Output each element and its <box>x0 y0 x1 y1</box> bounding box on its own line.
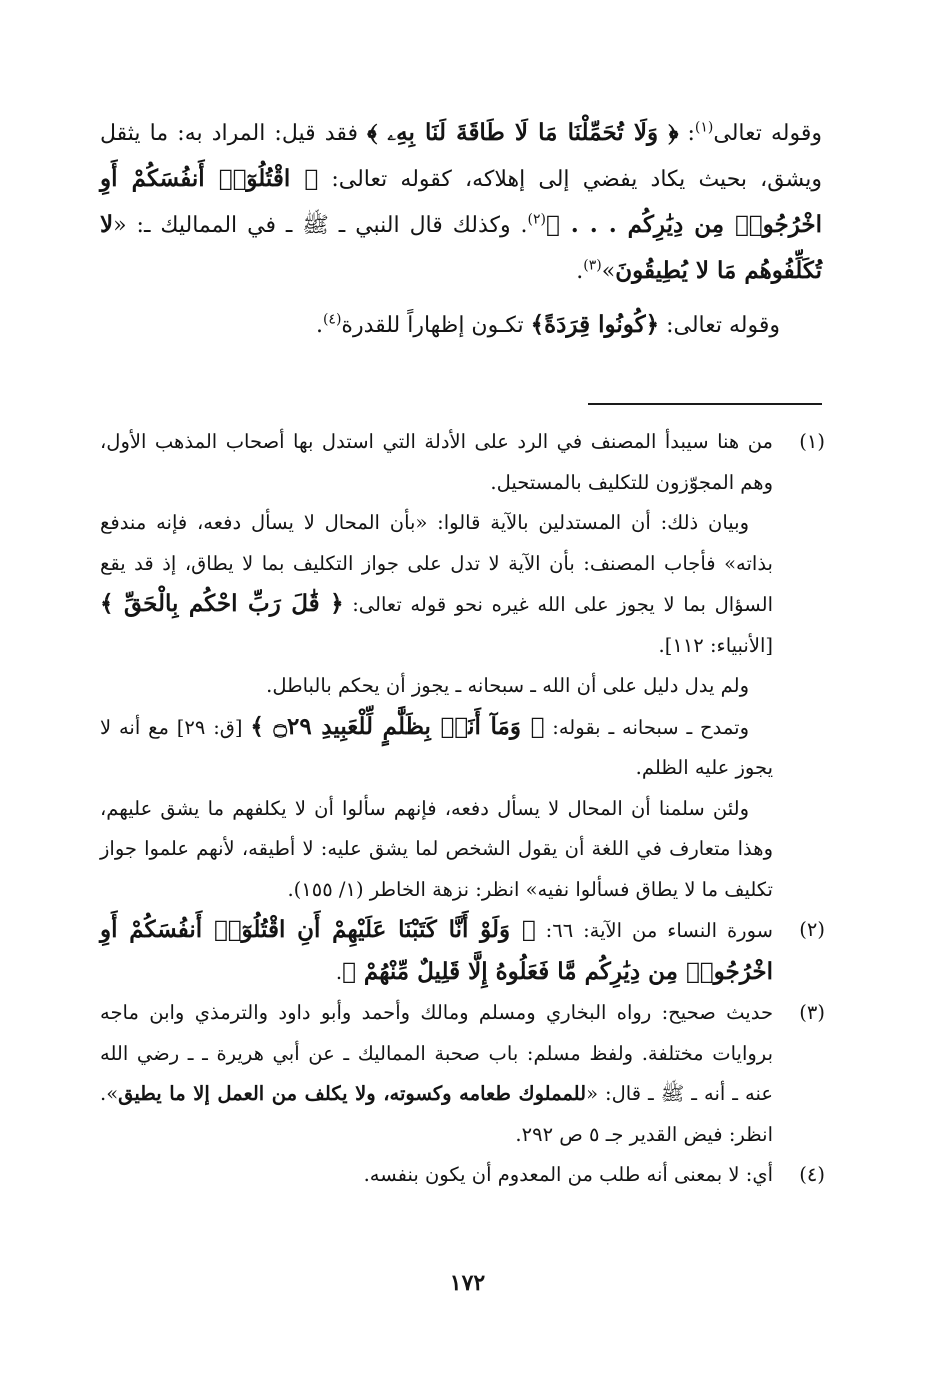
text-run: فقد قيل: المراد به: ما يثقل ويشق، بحيث يكاد يفضي إلى إهلاكه، كقوله تعالى: <box>100 121 823 192</box>
footnotes <box>100 422 825 1196</box>
text-run: وقوله تعالى: <box>659 313 780 338</box>
footnote-ref-3: (٣) <box>583 257 602 274</box>
footnote-text <box>100 910 773 993</box>
text-run: : <box>678 121 695 146</box>
footnote-text: ولئن سلمنا أن المحال لا يسأل دفعه، فإنهم سألوا أن لا يكلفهم ما يشق عليهم، وهذا متعارف في اللغة أن يقول الشخص لما يشق عليه: لا أطيقه، لأنهم علموا جواز تكليف ما لا يطاق فسألوا نفيه» انظر: نزهة الخاطر (١/ ١٥٥). <box>100 796 773 901</box>
text-run: . <box>315 313 323 338</box>
footnote-2 <box>100 910 825 993</box>
text-run: وتمدح ـ سبحانه ـ بقوله: <box>544 715 749 739</box>
quran-verse: ﴿ وَمَآ أَنَا۠ بِظَلَّٰمٍ لِّلْعَبِيدِ ۝٢٩ ﴾ <box>250 712 545 740</box>
text-run: [ق: ٢٩] مع أنه لا يجوز عليه الظلم. <box>100 715 773 779</box>
quran-verse: ﴿ اقْتُلُوٓا۟ أَنفُسَكُمْ أَوِ اخْرُجُوا۟ مِن دِيَٰرِكُم . . . ﴾ <box>100 165 822 238</box>
main-text <box>100 110 822 348</box>
footnote-text <box>100 503 773 666</box>
text-run: تكـون إظهاراً للقدرة <box>341 313 531 338</box>
footnote-text: ولم يدل دليل على أن الله ـ سبحانه ـ يجوز أن يحكم بالباطل. <box>266 674 749 697</box>
quran-verse: ﴿كُونُوا قِرَدَةً﴾ <box>530 311 660 338</box>
footnote-number: (٢) <box>799 918 825 941</box>
footnote-separator <box>588 403 822 405</box>
footnote-4 <box>100 1155 825 1196</box>
text-run: » <box>601 259 616 284</box>
footnote-1 <box>100 422 825 910</box>
text-run: ». انظر: فيض القدير جـ ٥ ص ٢٩٢. <box>100 1082 773 1146</box>
footnote-ref-2: (٢) <box>527 211 547 228</box>
text-run: وبيان ذلك: أن المستدلين بالآية قالوا: «بأن المحال لا يسأل دفعه، فإنه مندفع بذاته» فأجاب المصنف: بأن الآية لا تدل على جواز التكليف بما لا يطاق، إذ قد يقع السؤال بما لا يجوز على الله غيره نحو قوله تعالى: <box>100 511 773 616</box>
quran-verse: ﴿ وَلَا تُحَمِّلْنَا مَا لَا طَاقَةَ لَنَا بِهِۦ ﴾ <box>367 119 679 146</box>
quran-verse: ﴿ وَلَوْ أَنَّا كَتَبْنَا عَلَيْهِمْ أَنِ اقْتُلُوٓا۟ أَنفُسَكُمْ أَوِ اخْرُجُوا۟ مِن دِيَٰرِكُم مَّا فَعَلُوهُ إِلَّا قَلِيلٌ مِّنْهُمْ ﴾ <box>100 916 773 985</box>
footnote-text: من هنا سيبدأ المصنف في الرد على الأدلة التي استدل بها أصحاب المذهب الأول، وهم المجوّزون للتكليف بالمستحيل. <box>100 430 773 494</box>
hadith-quote: لا تُكَلِّفُوهُم مَا لا يُطِيقُونَ <box>100 211 822 284</box>
footnote-text <box>100 707 773 789</box>
footnote-ref-4: (٤) <box>322 311 342 328</box>
text-run: . <box>335 960 343 984</box>
footnote-text <box>100 993 773 1155</box>
text-run: . <box>576 259 584 284</box>
page-number: ١٧٢ <box>449 1270 486 1296</box>
footnote-number: (٤) <box>799 1163 825 1186</box>
hadith-quote: للمملوك طعامه وكسوته، ولا يكلف من العمل إلا ما يطيق <box>118 1082 587 1105</box>
text-run: وقوله تعالى <box>713 121 822 146</box>
quran-verse: ﴿ قَٰلَ رَبِّ احْكُم بِالْحَقِّ ﴾ <box>100 590 344 617</box>
footnote-3 <box>100 993 825 1155</box>
footnote-ref-1: (١) <box>694 119 714 136</box>
footnote-number: (٣) <box>799 1001 825 1024</box>
text-run: سورة النساء من الآية: ٦٦: <box>535 919 773 942</box>
text-run: . وكذلك قال النبي ـ ﷺ ـ في المماليك ـ: « <box>113 213 528 238</box>
main-paragraph-1 <box>100 110 822 294</box>
text-run: [الأنبياء: ١١٢]. <box>658 633 773 657</box>
main-paragraph-2 <box>100 302 822 348</box>
footnote-number: (١) <box>799 430 825 453</box>
text-run: حديث صحيح: رواه البخاري ومسلم ومالك وأحمد وأبو داود والترمذي وابن ماجه بروايات مختلفة. ولفظ مسلم: باب صحبة المماليك ـ عن أبي هريرة ـ ـ رضي الله عنه ـ أنه ـ ﷺ ـ قال: « <box>100 1001 773 1105</box>
footnote-text: أي: لا بمعنى أنه طلب من المعدوم أن يكون بنفسه. <box>363 1163 773 1186</box>
